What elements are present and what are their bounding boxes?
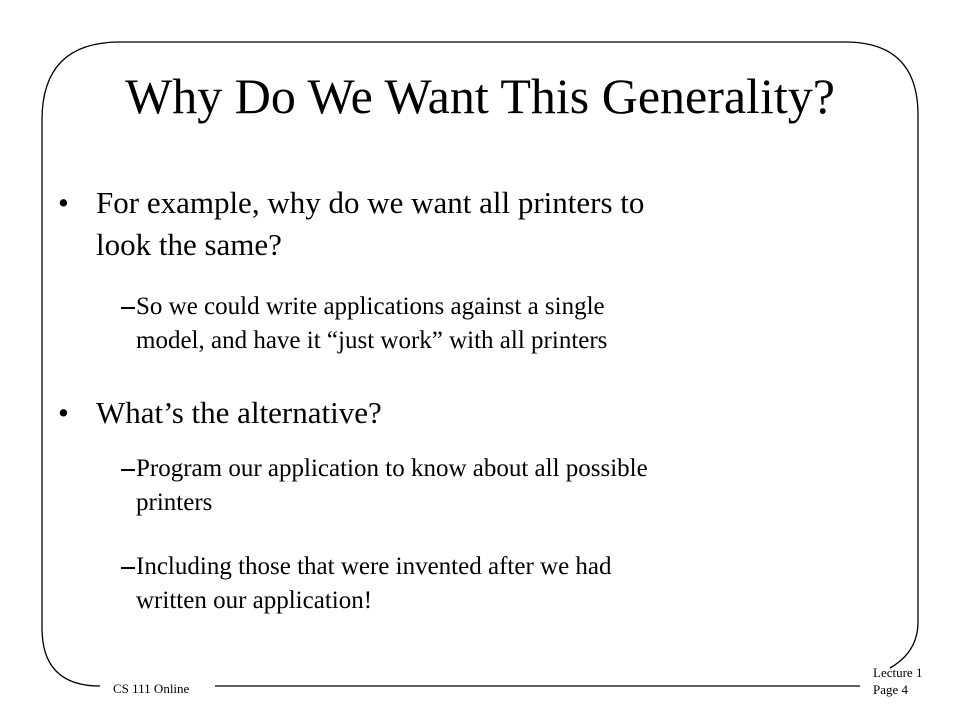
dash-marker: [121, 567, 135, 569]
sub-bullet-item: [136, 550, 906, 618]
slide-title: Why Do We Want This Generality?: [125, 68, 835, 124]
footer-lecture-page: [873, 664, 922, 698]
sub-bullet-line: So we could write applications against a single: [136, 293, 605, 320]
sub-bullet-line: written our application!: [136, 587, 373, 614]
bullet-dot: •: [58, 185, 69, 220]
bullet-item: [58, 392, 876, 434]
bullet-item: [58, 182, 876, 266]
sub-bullet-line: model, and have it “just work” with all printers: [136, 327, 608, 354]
dash-marker: [121, 307, 135, 309]
bullet-line: What’s the alternative?: [96, 395, 382, 430]
bullet-line: For example, why do we want all printers to: [96, 185, 645, 220]
footer-lecture: Lecture 1: [873, 665, 923, 680]
sub-bullet-line: printers: [136, 489, 213, 516]
footer-course: CS 111 Online: [113, 681, 190, 696]
sub-bullet-item: [136, 452, 906, 520]
sub-bullet-line: Including those that were invented after we had: [136, 553, 612, 580]
sub-bullet-line: Program our application to know about all possible: [136, 455, 648, 482]
bullet-line: look the same?: [96, 227, 282, 262]
footer-page: Page 4: [873, 682, 909, 697]
sub-bullet-item: [136, 290, 906, 358]
dash-marker: [121, 469, 135, 471]
bullet-dot: •: [58, 395, 69, 430]
